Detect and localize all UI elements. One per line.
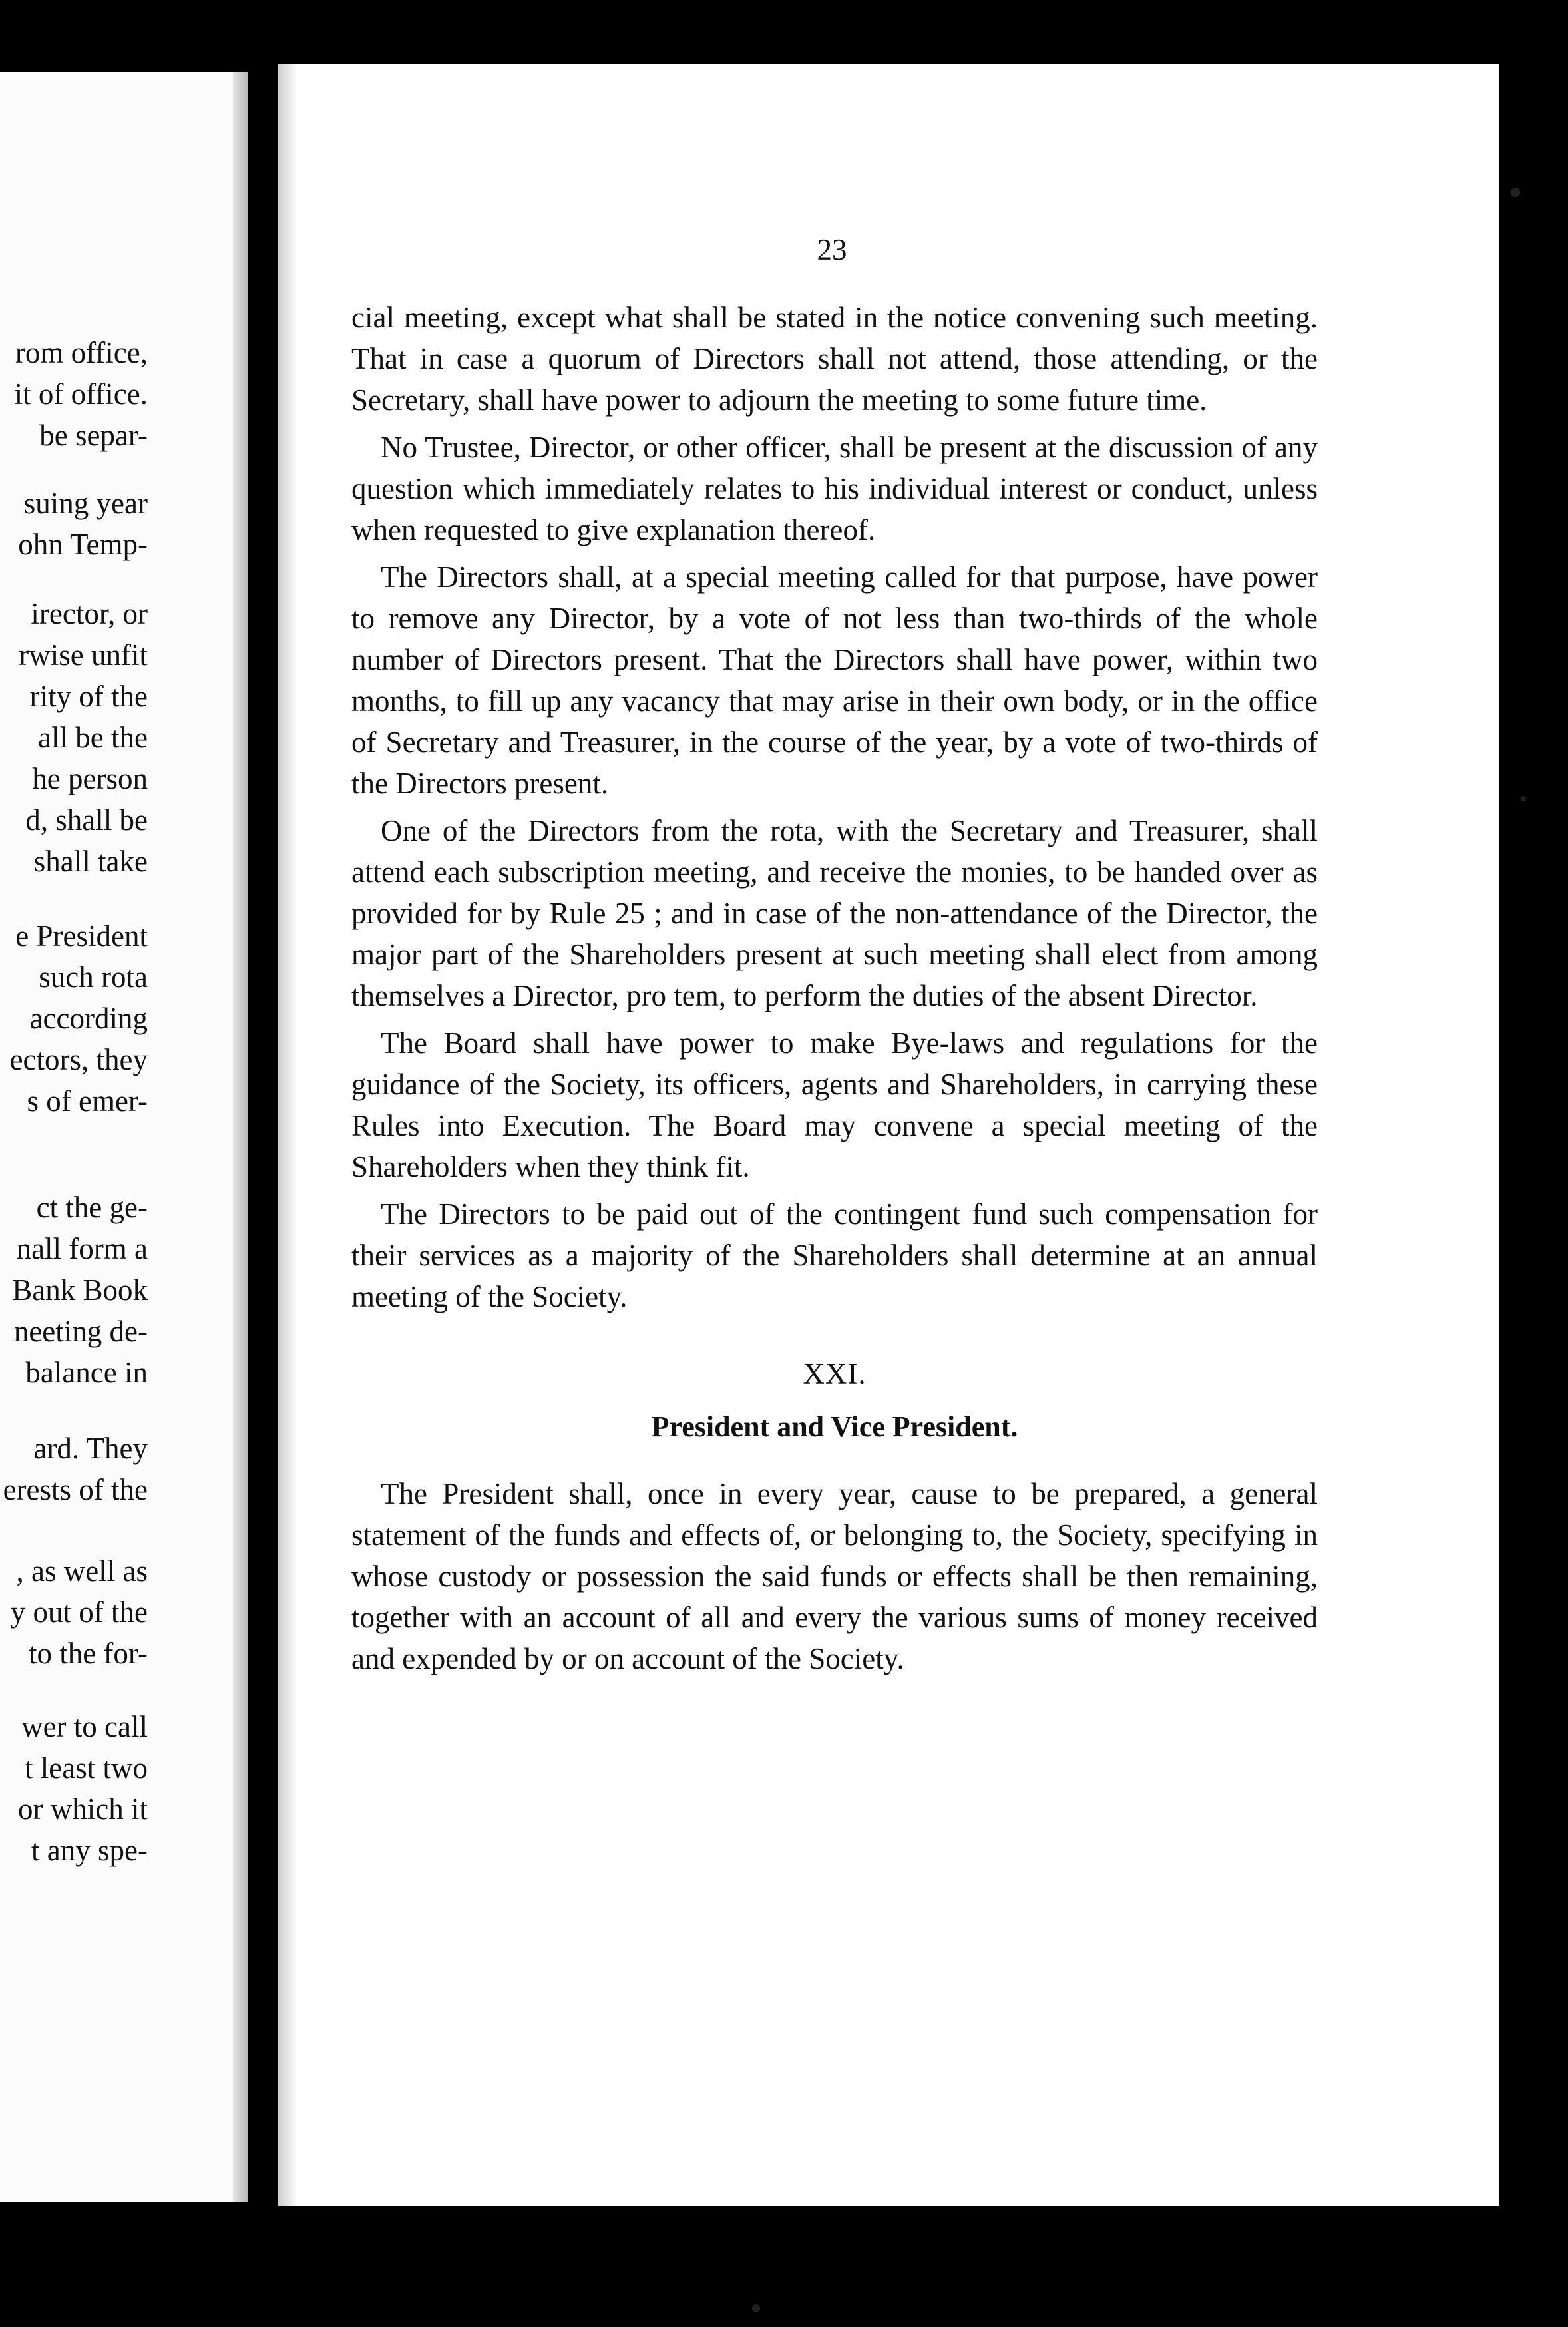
left-line: rom office,: [15, 336, 148, 369]
left-line: neeting de-: [13, 1315, 148, 1348]
previous-page-fragment: [0, 72, 248, 2202]
scan-speck: [1521, 796, 1526, 801]
left-line: or which it: [18, 1793, 148, 1826]
left-line: be separ-: [39, 419, 148, 452]
left-line: ectors, they: [9, 1043, 148, 1076]
scan-speck: [1511, 188, 1520, 197]
left-line: irector, or: [31, 597, 148, 630]
left-line: nall form a: [16, 1232, 148, 1265]
left-line: to the for-: [28, 1637, 148, 1670]
left-line: t least two: [25, 1751, 148, 1785]
page-body: [351, 297, 1318, 1685]
left-line: wer to call: [21, 1710, 148, 1743]
left-line: suing year: [23, 487, 148, 520]
left-line: it of office.: [14, 377, 148, 411]
left-line: rity of the: [29, 680, 148, 713]
paragraph: No Trustee, Director, or other officer, shall be present at the discussion of any question which immediately relates to his individual interest or conduct, unless when requested to give explanation thereof.: [351, 431, 1318, 546]
left-line: rwise unfit: [19, 638, 148, 672]
left-line: y out of the: [10, 1595, 148, 1629]
left-line: ard. They: [33, 1432, 148, 1465]
paragraph: The Board shall have power to make Bye-laws and regulations for the guidance of the Society, its officers, agents and Shareholders, in carrying these Rules into Execution. The Board may convene a special meeting of the Shareholders when they think fit.: [351, 1026, 1318, 1183]
paragraph: cial meeting, except what shall be stated in the notice convening such meeting. That in case a quorum of Directors shall not attend, those attending, or the Secretary, shall have power to adjourn the meeting to some future time.: [351, 301, 1318, 417]
left-line: ohn Temp-: [18, 528, 148, 561]
left-line: he person: [32, 762, 148, 795]
page-gutter-shadow: [278, 64, 298, 2206]
page-number: 23: [817, 233, 847, 266]
left-line: d, shall be: [25, 803, 148, 837]
left-line: e President: [15, 919, 148, 952]
section-title: President and Vice President.: [651, 1410, 1018, 1443]
left-line: such rota: [39, 960, 148, 994]
left-line: shall take: [33, 845, 148, 878]
left-line: Bank Book: [12, 1273, 148, 1307]
paragraph: The Directors shall, at a special meeting called for that purpose, have power to remove any Director, by a vote of not less than two-thirds of the whole number of Directors present. That the Directors shall have power, within two months, to fill up any vacancy that may arise in their own body, or in the office of Secretary and Treasurer, in the course of the year, by a vote of two-thirds of the Directors present.: [351, 560, 1318, 800]
paragraph: One of the Directors from the rota, with the Secretary and Treasurer, shall attend each subscription meeting, and receive the monies, to be handed over as provided for by Rule 25 ; and in case of the non-attendance of the Director, the major part of the Shareholders present at such meeting shall elect from among themselves a Director, pro tem, to perform the duties of the absent Director.: [351, 814, 1318, 1012]
paragraph: The Directors to be paid out of the contingent fund such compensation for their services as a majority of the Shareholders shall determine at an annual meeting of the Society.: [351, 1197, 1318, 1313]
left-line: t any spe-: [31, 1834, 148, 1867]
scan-speck: [752, 2304, 760, 2312]
left-line: s of emer-: [27, 1084, 148, 1118]
left-line: , as well as: [16, 1554, 148, 1587]
left-line: all be the: [38, 721, 148, 754]
page-gutter: [233, 72, 248, 2202]
section-number: XXI.: [803, 1357, 867, 1390]
left-line: ct the ge-: [36, 1191, 148, 1224]
paragraph: The President shall, once in every year, cause to be prepared, a general statement of the funds and effects of, or belonging to, the Society, specifying in whose custody or possession the said funds or effects shall be then remaining, together with an account of all and every the various sums of money received and expended by or on account of the Society.: [351, 1477, 1318, 1675]
left-line: erests of the: [3, 1473, 148, 1506]
current-page: [278, 64, 1499, 2206]
left-line: balance in: [25, 1356, 148, 1389]
left-line: according: [29, 1002, 148, 1035]
